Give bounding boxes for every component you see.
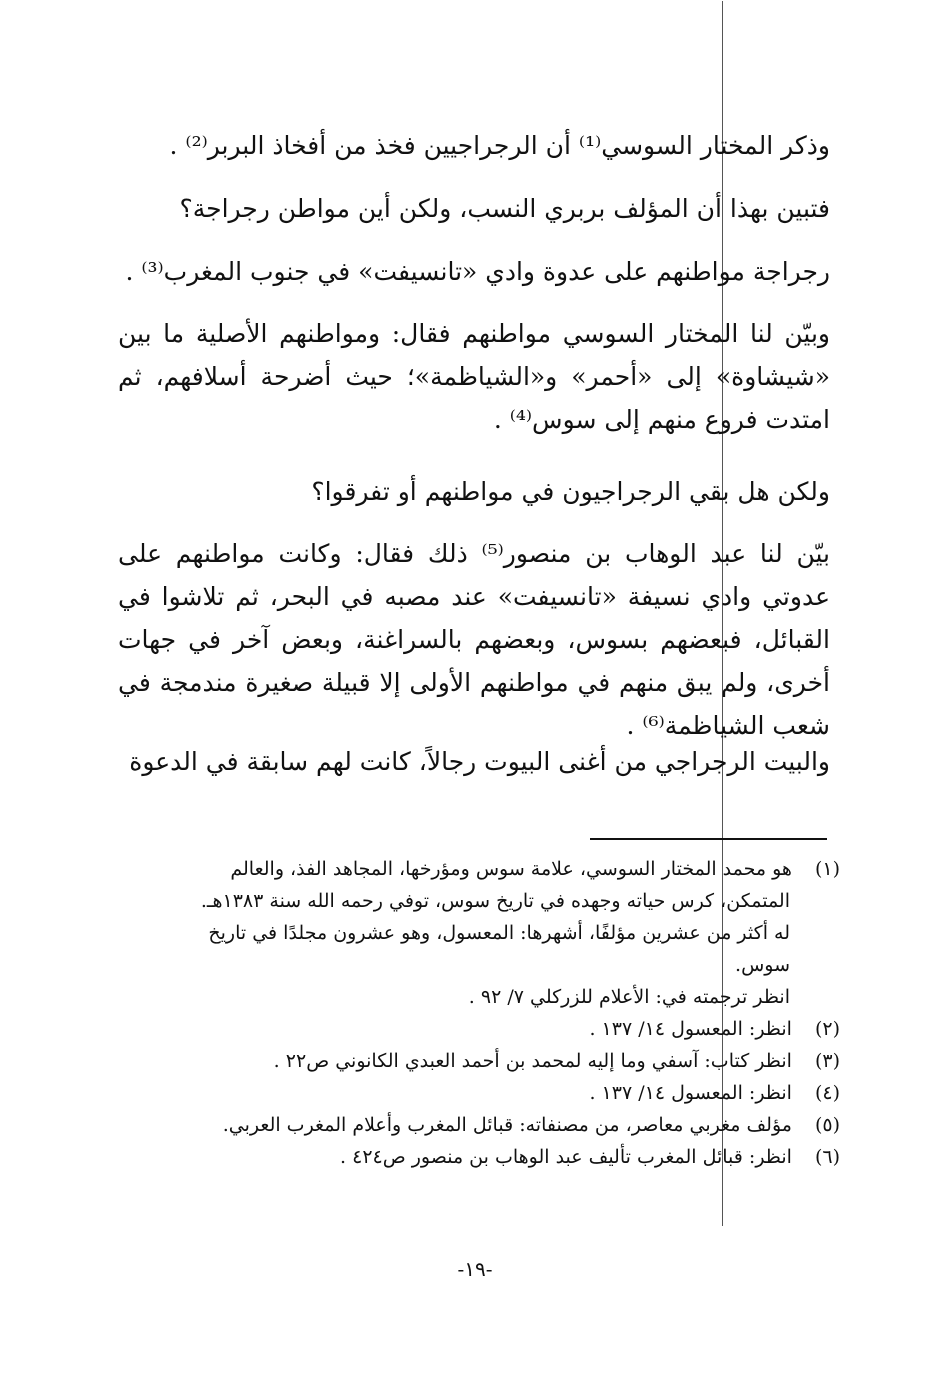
footnote xyxy=(150,1109,840,1141)
footnote-number: (٢) xyxy=(814,1018,840,1040)
footnote-separator xyxy=(590,838,827,840)
footnote-text: انظر: قبائل المغرب تأليف عبد الوهاب بن منصور ص٤٢٤ . xyxy=(340,1146,792,1168)
footnote-text: انظر كتاب: آسفي وما إليه لمحمد بن أحمد العبدي الكانوني ص٢٢ . xyxy=(273,1050,792,1072)
paragraph-6: بيّن لنا عبد الوهاب بن منصور⁽⁵⁾ ذلك فقال: وكانت مواطنهم على عدوتي وادي نسيفة «تانسيفت» عند مصبه في البحر، ثم تلاشوا في القبائل، فبعضهم بسوس، وبعضهم بالسراغنة، وبعض آخر في جهات أخرى، ولم يبق منهم في مواطنهم الأولى إلا قبيلة صغيرة مندمجة في شعب الشياظمة⁽⁶⁾ . xyxy=(118,539,830,740)
footnote-text: له أكثر من عشرين مؤلفًا، أشهرها: المعسول، وهو عشرون مجلدًا في تاريخ سوس. xyxy=(208,922,790,976)
footnote xyxy=(150,1045,840,1077)
paragraph-4: وبيّن لنا المختار السوسي مواطنهم فقال: ومواطنهم الأصلية ما بين «شيشاوة» إلى «أحمر» و«الشياظمة»؛ حيث أضرحة أسلافهم، ثم امتدت فروع منهم إلى سوس⁽⁴⁾ . xyxy=(118,319,830,434)
footnote-text: انظر: المعسول ١٤/ ١٣٧ . xyxy=(589,1018,792,1040)
paragraph-2: فتبين بهذا أن المؤلف بربري النسب، ولكن أين مواطن رجراجة؟ xyxy=(179,194,830,223)
paragraph-1: وذكر المختار السوسي⁽¹⁾ أن الرجراجيين فخذ من أفخاذ البربر⁽²⁾ . xyxy=(169,131,830,160)
paragraph-5: ولكن هل بقي الرجراجيون في مواطنهم أو تفرقوا؟ xyxy=(311,477,830,506)
footnote xyxy=(150,1141,840,1173)
footnote xyxy=(150,1013,840,1045)
footnote-number: (٣) xyxy=(814,1050,840,1072)
footnote-text: المتمكن، كرس حياته وجهده في تاريخ سوس، توفي رحمه الله سنة ١٣٨٣هـ. xyxy=(200,890,790,912)
footnote-number: (٦) xyxy=(814,1146,840,1168)
footnotes xyxy=(150,853,840,1173)
footnote-text: انظر: المعسول ١٤/ ١٣٧ . xyxy=(589,1082,792,1104)
footnote xyxy=(150,1077,840,1109)
footnote-number: (٤) xyxy=(814,1082,840,1104)
page-number: -١٩- xyxy=(457,1257,493,1281)
footnote-text: هو محمد المختار السوسي، علامة سوس ومؤرخها، المجاهد الفذ، والعالم xyxy=(230,858,792,880)
paragraph-3: رجراجة مواطنهم على عدوة وادي «تانسيفت» في جنوب المغرب⁽³⁾ . xyxy=(125,257,830,286)
footnote-number: (٥) xyxy=(814,1114,840,1136)
footnote xyxy=(150,853,840,885)
footnote-text: انظر ترجمته في: الأعلام للزركلي ٧/ ٩٢ . xyxy=(468,986,790,1008)
footnote-text: مؤلف مغربي معاصر، من مصنفاته: قبائل المغرب وأعلام المغرب العربي. xyxy=(222,1114,792,1136)
paragraph-7: والبيت الرجراجي من أغنى البيوت رجالاً، كانت لهم سابقة في الدعوة xyxy=(129,747,830,776)
footnote-number: (١) xyxy=(814,858,840,880)
